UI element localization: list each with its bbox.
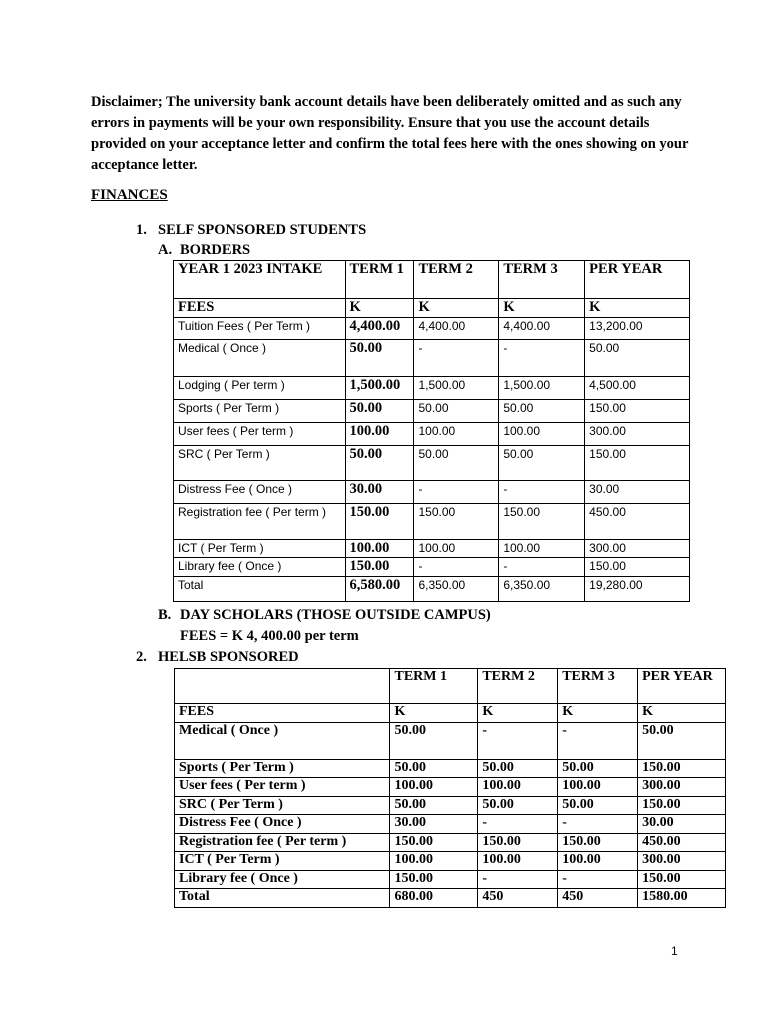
table-cell: 100.00 <box>478 778 558 797</box>
table-header-row <box>175 669 726 704</box>
table-header-row <box>174 261 690 299</box>
boarders-fees-table <box>173 260 690 602</box>
table-cell: 30.00 <box>345 481 414 504</box>
table-cell: Library fee ( Once ) <box>174 558 346 577</box>
table-cell: - <box>499 558 585 577</box>
table-row <box>174 504 690 540</box>
table-cell: 50.00 <box>585 340 690 377</box>
table-cell: 150.00 <box>638 760 726 778</box>
day-scholar-fees: FEES = K 4, 400.00 per term <box>180 628 359 644</box>
section-b-letter: B. <box>158 607 172 623</box>
table-row <box>175 815 726 834</box>
table-cell: 4,400.00 <box>345 318 414 340</box>
table-cell: 50.00 <box>414 446 499 481</box>
table-cell: 100.00 <box>390 778 478 797</box>
table-cell: - <box>558 723 638 760</box>
table-cell: 13,200.00 <box>585 318 690 340</box>
table-cell: 150.00 <box>585 400 690 423</box>
table-cell: TERM 1 <box>345 261 414 299</box>
section-a-letter: A. <box>158 242 173 258</box>
table-cell <box>175 669 390 704</box>
disclaimer-paragraph: Disclaimer; The university bank account details have been deliberately omitted and as such any errors in payments will be your own responsibility. Ensure that you use the account details provided on your acceptance letter and confirm the total fees here with the ones showing on your acceptance letter. <box>91 94 689 173</box>
table-cell: - <box>558 815 638 834</box>
table-cell: 6,350.00 <box>414 577 499 602</box>
table-cell: 19,280.00 <box>585 577 690 602</box>
table-cell: K <box>558 704 638 723</box>
table-cell: 300.00 <box>585 540 690 558</box>
table-cell: PER YEAR <box>638 669 726 704</box>
table-cell: 680.00 <box>390 889 478 908</box>
table-cell: - <box>478 815 558 834</box>
table-row <box>174 423 690 446</box>
table-cell: 150.00 <box>499 504 585 540</box>
table-cell: 50.00 <box>345 400 414 423</box>
finances-heading: FINANCES <box>91 187 168 203</box>
table-cell: Tuition Fees ( Per Term ) <box>174 318 346 340</box>
table-cell: Medical ( Once ) <box>174 340 346 377</box>
section-2-number: 2. <box>136 649 147 665</box>
table-cell: K <box>345 299 414 318</box>
table-cell: K <box>499 299 585 318</box>
section-b-title: DAY SCHOLARS (THOSE OUTSIDE CAMPUS) <box>180 607 491 623</box>
table-cell: 100.00 <box>390 852 478 871</box>
table-cell: 50.00 <box>345 446 414 481</box>
table-cell: 450 <box>478 889 558 908</box>
table-cell: 150.00 <box>585 446 690 481</box>
table-cell: TERM 1 <box>390 669 478 704</box>
table-cell: - <box>499 481 585 504</box>
table-row <box>174 340 690 377</box>
table-cell: 50.00 <box>499 446 585 481</box>
table-row <box>174 377 690 400</box>
table-cell: - <box>478 723 558 760</box>
table-cell: - <box>414 481 499 504</box>
table-cell: K <box>585 299 690 318</box>
table-cell: 150.00 <box>638 871 726 889</box>
table-cell: 150.00 <box>478 834 558 852</box>
section-1-number: 1. <box>136 222 147 238</box>
table-cell: FEES <box>175 704 390 723</box>
table-cell: 50.00 <box>638 723 726 760</box>
table-cell: 150.00 <box>390 834 478 852</box>
table-row <box>174 318 690 340</box>
table-row <box>175 889 726 908</box>
table-cell: Distress Fee ( Once ) <box>174 481 346 504</box>
table-cell: 100.00 <box>499 423 585 446</box>
table-cell: 100.00 <box>414 423 499 446</box>
table-cell: - <box>414 558 499 577</box>
table-cell: K <box>390 704 478 723</box>
table-cell: - <box>414 340 499 377</box>
table-cell: Total <box>174 577 346 602</box>
table-row <box>174 400 690 423</box>
table-cell: 300.00 <box>585 423 690 446</box>
table-cell: User fees ( Per term ) <box>175 778 390 797</box>
table-row <box>175 723 726 760</box>
table-cell: 150.00 <box>414 504 499 540</box>
section-2-title: HELSB SPONSORED <box>158 649 299 665</box>
table-cell: 100.00 <box>414 540 499 558</box>
table-cell: 50.00 <box>390 797 478 815</box>
table-cell: 6,350.00 <box>499 577 585 602</box>
table-cell: 100.00 <box>558 778 638 797</box>
table-cell: TERM 3 <box>499 261 585 299</box>
table-cell: TERM 2 <box>414 261 499 299</box>
table-cell: Total <box>175 889 390 908</box>
table-cell: 450 <box>558 889 638 908</box>
table-cell: 4,400.00 <box>414 318 499 340</box>
table-cell: Sports ( Per Term ) <box>175 760 390 778</box>
table-cell: 4,500.00 <box>585 377 690 400</box>
table-cell: 100.00 <box>345 540 414 558</box>
table-row <box>175 871 726 889</box>
table-cell: 150.00 <box>638 797 726 815</box>
table-cell: 450.00 <box>585 504 690 540</box>
table-cell: Library fee ( Once ) <box>175 871 390 889</box>
table-cell: - <box>558 871 638 889</box>
table-row <box>175 852 726 871</box>
table-cell: Lodging ( Per term ) <box>174 377 346 400</box>
table-cell: - <box>499 340 585 377</box>
table-cell: 150.00 <box>390 871 478 889</box>
table-row <box>175 834 726 852</box>
table-cell: 50.00 <box>478 797 558 815</box>
table-cell: ICT ( Per Term ) <box>174 540 346 558</box>
table-row <box>174 577 690 602</box>
section-a-title: BORDERS <box>180 242 251 258</box>
table-cell: 50.00 <box>414 400 499 423</box>
table-cell: SRC ( Per Term ) <box>174 446 346 481</box>
table-cell: FEES <box>174 299 346 318</box>
table-cell: 50.00 <box>390 723 478 760</box>
table-cell: 50.00 <box>499 400 585 423</box>
table-cell: TERM 3 <box>558 669 638 704</box>
table-cell: PER YEAR <box>585 261 690 299</box>
table-row <box>175 797 726 815</box>
table-cell: TERM 2 <box>478 669 558 704</box>
table-cell: 150.00 <box>345 504 414 540</box>
table-row <box>174 540 690 558</box>
table-cell: 1,500.00 <box>499 377 585 400</box>
table-cell: 1,500.00 <box>414 377 499 400</box>
table-row <box>174 446 690 481</box>
table-cell: - <box>478 871 558 889</box>
table-row <box>174 558 690 577</box>
table-cell: YEAR 1 2023 INTAKE <box>174 261 346 299</box>
table-cell: 300.00 <box>638 778 726 797</box>
section-1-title: SELF SPONSORED STUDENTS <box>158 222 367 238</box>
table-cell: 30.00 <box>638 815 726 834</box>
table-row <box>175 760 726 778</box>
table-cell: Registration fee ( Per term ) <box>174 504 346 540</box>
table-cell: Sports ( Per Term ) <box>174 400 346 423</box>
table-cell: 100.00 <box>558 852 638 871</box>
table-cell: K <box>414 299 499 318</box>
table-cell: 30.00 <box>390 815 478 834</box>
table-cell: 100.00 <box>345 423 414 446</box>
table-cell: Distress Fee ( Once ) <box>175 815 390 834</box>
table-cell: 50.00 <box>478 760 558 778</box>
table-cell: 4,400.00 <box>499 318 585 340</box>
table-cell: Medical ( Once ) <box>175 723 390 760</box>
table-cell: 50.00 <box>345 340 414 377</box>
table-cell: Registration fee ( Per term ) <box>175 834 390 852</box>
table-cell: 150.00 <box>345 558 414 577</box>
page-number: 1 <box>671 944 678 958</box>
table-cell: 300.00 <box>638 852 726 871</box>
table-cell: 150.00 <box>585 558 690 577</box>
table-cell: 50.00 <box>390 760 478 778</box>
table-cell: 1580.00 <box>638 889 726 908</box>
table-row <box>174 299 690 318</box>
table-cell: 50.00 <box>558 797 638 815</box>
helsb-fees-table <box>174 668 726 908</box>
table-cell: 100.00 <box>499 540 585 558</box>
table-cell: 450.00 <box>638 834 726 852</box>
table-cell: ICT ( Per Term ) <box>175 852 390 871</box>
table-cell: 100.00 <box>478 852 558 871</box>
table-cell: 30.00 <box>585 481 690 504</box>
table-cell: K <box>478 704 558 723</box>
table-cell: 1,500.00 <box>345 377 414 400</box>
table-cell: SRC ( Per Term ) <box>175 797 390 815</box>
table-cell: User fees ( Per term ) <box>174 423 346 446</box>
table-cell: 150.00 <box>558 834 638 852</box>
table-row <box>174 481 690 504</box>
table-row <box>175 778 726 797</box>
table-cell: K <box>638 704 726 723</box>
table-row <box>175 704 726 723</box>
table-cell: 6,580.00 <box>345 577 414 602</box>
table-cell: 50.00 <box>558 760 638 778</box>
